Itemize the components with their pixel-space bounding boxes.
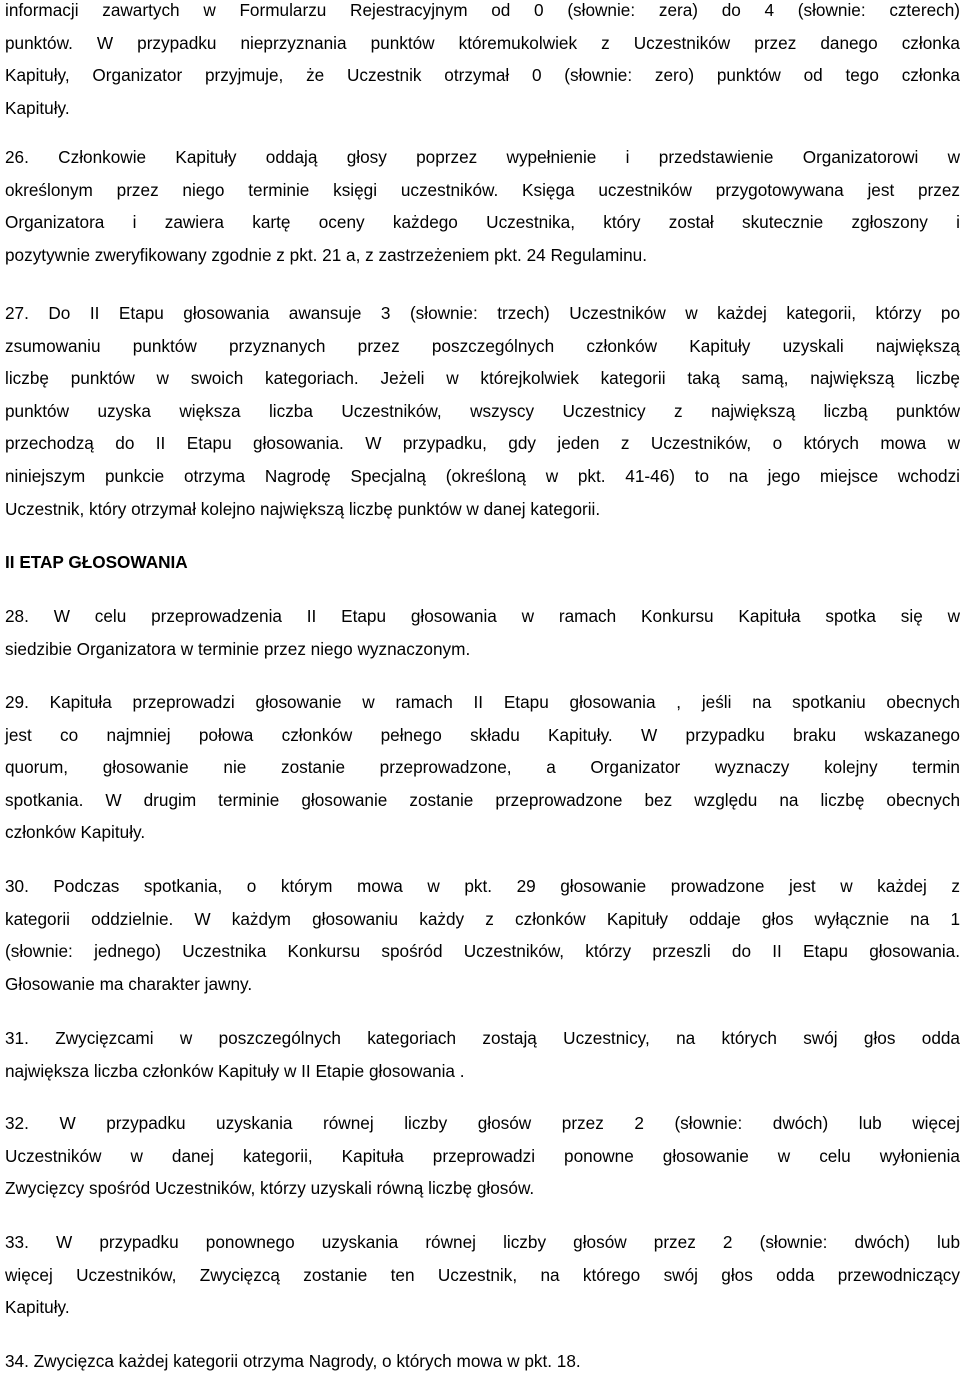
text-line: kategorii oddzielnie. W każdym głosowaniu każdy z członków Kapituły oddaje głos wyłącznie na 1 [5,908,960,929]
text-line: 27. Do II Etapu głosowania awansuje 3 (słownie: trzech) Uczestników w każdej kategorii, którzy po [5,303,960,323]
text-line: jest co najmniej połowa członków pełnego składu Kapituły. W przypadku braku wskazanego [5,724,960,745]
text-line: 34. Zwycięzca każdej kategorii otrzyma Nagrody, o których mowa w pkt. 18. [5,1351,581,1371]
text-line: liczbę punktów w swoich kategoriach. Jeżeli w którejkolwiek kategorii taką samą, największą liczbę [5,368,960,389]
text-line: Kapituły. [5,97,70,118]
paragraph-34 [5,1345,960,1378]
paragraph-26 [5,141,960,271]
text-line: pozytywnie zweryfikowany zgodnie z pkt. 21 a, z zastrzeżeniem pkt. 24 Regulaminu. [5,244,647,265]
text-line: Zwycięzcy spośród Uczestników, którzy uzyskali równą liczbę głosów. [5,1178,535,1199]
paragraph-28 [5,600,960,665]
paragraph-33 [5,1226,960,1324]
section-heading: II ETAP GŁOSOWANIA [5,552,188,572]
text-line: Głosowanie ma charakter jawny. [5,973,253,994]
section-heading-block [5,546,960,579]
text-line: 29. Kapituła przeprowadzi głosowanie w ramach II Etapu głosowania , jeśli na spotkaniu obecnych [5,692,960,712]
text-line: Uczestnik, który otrzymał kolejno największą liczbę punktów w danej kategorii. [5,498,601,519]
text-line: 31. Zwycięzcami w poszczególnych kategoriach zostają Uczestnicy, na których swój głos odda [5,1028,960,1048]
text-line: zsumowaniu punktów przyznanych przez poszczególnych członków Kapituły uzyskali największą [5,335,960,356]
text-line: 30. Podczas spotkania, o którym mowa w pkt. 29 głosowanie prowadzone jest w każdej z [5,876,960,896]
paragraph-30 [5,870,960,1000]
text-line: określonym przez niego terminie księgi uczestników. Księga uczestników przygotowywana jest przez [5,179,960,200]
text-line: punktów. W przypadku nieprzyznania punktów któremukolwiek z Uczestników przez danego członka [5,32,960,53]
text-line: niniejszym punkcie otrzyma Nagrodę Specjalną (określoną w pkt. 41-46) to na jego miejsce wchodzi [5,465,960,486]
text-line: Kapituły, Organizator przyjmuje, że Uczestnik otrzymał 0 (słownie: zero) punktów od tego członka [5,65,960,86]
text-line: 33. W przypadku ponownego uzyskania równej liczby głosów przez 2 (słownie: dwóch) lub [5,1232,960,1252]
text-line: przechodzą do II Etapu głosowania. W przypadku, gdy jeden z Uczestników, o których mowa w [5,433,960,454]
text-line: największa liczba członków Kapituły w II Etapie głosowania . [5,1060,465,1081]
text-line: 28. W celu przeprowadzenia II Etapu głosowania w ramach Konkursu Kapituła spotka się w [5,606,960,626]
text-line: członków Kapituły. [5,822,146,843]
text-line: Uczestników w danej kategorii, Kapituła przeprowadzi ponowne głosowanie w celu wyłonienia [5,1145,960,1166]
text-line: siedzibie Organizatora w terminie przez niego wyznaczonym. [5,638,471,659]
paragraph-29 [5,686,960,849]
paragraph-32 [5,1107,960,1205]
text-line: 26. Członkowie Kapituły oddają głosy poprzez wypełnienie i przedstawienie Organizatorowi w [5,147,960,167]
text-line: Kapituły. [5,1297,70,1318]
text-line: spotkania. W drugim terminie głosowanie zostanie przeprowadzone bez względu na liczbę obecnych [5,789,960,810]
text-line: informacji zawartych w Formularzu Rejestracyjnym od 0 (słownie: zera) do 4 (słownie: czterech) [5,0,960,20]
text-line: quorum, głosowanie nie zostanie przeprowadzone, a Organizator wyznaczy kolejny termin [5,757,960,778]
paragraph-27 [5,297,960,525]
paragraph-31 [5,1022,960,1087]
intro-paragraph [5,0,960,124]
text-line: 32. W przypadku uzyskania równej liczby głosów przez 2 (słownie: dwóch) lub więcej [5,1113,960,1133]
text-line: punktów uzyska większa liczba Uczestników, wszyscy Uczestnicy z największą liczbą punktów [5,400,960,421]
text-line: Organizatora i zawiera kartę oceny każdego Uczestnika, który został skutecznie zgłoszony i [5,212,960,233]
text-line: (słownie: jednego) Uczestnika Konkursu spośród Uczestników, którzy przeszli do II Etapu głosowania. [5,941,960,962]
text-line: więcej Uczestników, Zwycięzcą zostanie ten Uczestnik, na którego swój głos odda przewodniczący [5,1264,960,1285]
